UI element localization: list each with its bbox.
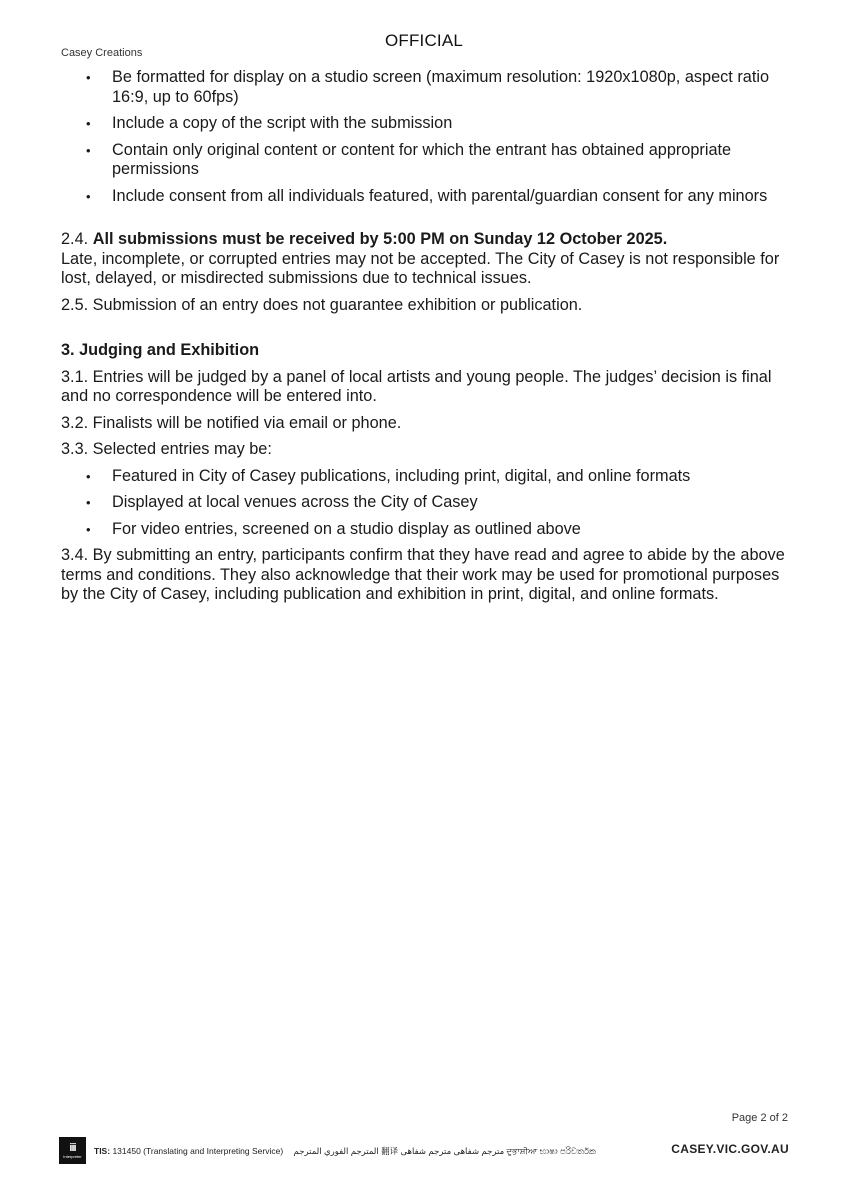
list-item: • Be formatted for display on a studio screen (maximum resolution: 1920x1080p, aspect ratio 16:9, up to 60fps) [61, 68, 787, 107]
selected-entries-list [61, 467, 787, 540]
clause-3-1: 3.1. Entries will be judged by a panel of local artists and young people. The judges’ decision is final and no correspondence will be entered into. [61, 367, 772, 405]
page-number: Page 2 of 2 [731, 1112, 788, 1124]
website-link[interactable]: CASEY.VIC.GOV.AU [671, 1142, 789, 1156]
clause-3-2: 3.2. Finalists will be notified via email or phone. [61, 413, 402, 432]
list-item: • Displayed at local venues across the City of Casey [61, 493, 787, 513]
language-list: المترجم الفوري المترجم 翻译 مترجم شفاهی مترجم شفاهی ਦੁਭਾਸ਼ੀਆ භාෂා පරිවර්තක [293, 1146, 596, 1156]
interpreter-icon: iii Interpreter [59, 1137, 86, 1164]
tis-text: 131450 (Translating and Interpreting Service) [112, 1146, 284, 1156]
deadline-statement: All submissions must be received by 5:00 PM on Sunday 12 October 2025. [92, 230, 668, 248]
running-header: Casey Creations [61, 47, 143, 59]
clause-2-4 [61, 230, 787, 289]
tis-info [94, 1145, 596, 1157]
clause-3-3: 3.3. Selected entries may be: [61, 440, 272, 458]
clause-3-4: 3.4. By submitting an entry, participants confirm that they have read and agree to abide by the above terms and conditions. They also acknowledge that their work may be used for promotional purposes by the City of Casey, including publication and exhibition in print, digital, and online formats. [61, 546, 785, 603]
list-item: • Contain only original content or content for which the entrant has obtained appropriate permissions [61, 141, 787, 180]
clause-text: Late, incomplete, or corrupted entries may not be accepted. The City of Casey is not responsible for lost, delayed, or misdirected submissions due to technical issues. [61, 249, 780, 287]
classification-label: OFFICIAL [384, 31, 464, 50]
list-item: • Include a copy of the script with the submission [61, 114, 787, 134]
tis-label: TIS: [94, 1146, 111, 1156]
list-item: • For video entries, screened on a studio display as outlined above [61, 520, 787, 540]
interpreter-logo-text: Interpreter [63, 1153, 82, 1159]
list-item: • Featured in City of Casey publications, including print, digital, and online formats [61, 467, 787, 487]
clause-number: 2.4. [61, 230, 93, 248]
clause-2-5: 2.5. Submission of an entry does not guarantee exhibition or publication. [61, 295, 583, 314]
footer [59, 1137, 789, 1164]
submission-requirements-list [61, 68, 787, 206]
list-item: • Include consent from all individuals featured, with parental/guardian consent for any minors [61, 187, 787, 207]
section-heading: 3. Judging and Exhibition [61, 341, 260, 359]
document-body [61, 68, 787, 605]
